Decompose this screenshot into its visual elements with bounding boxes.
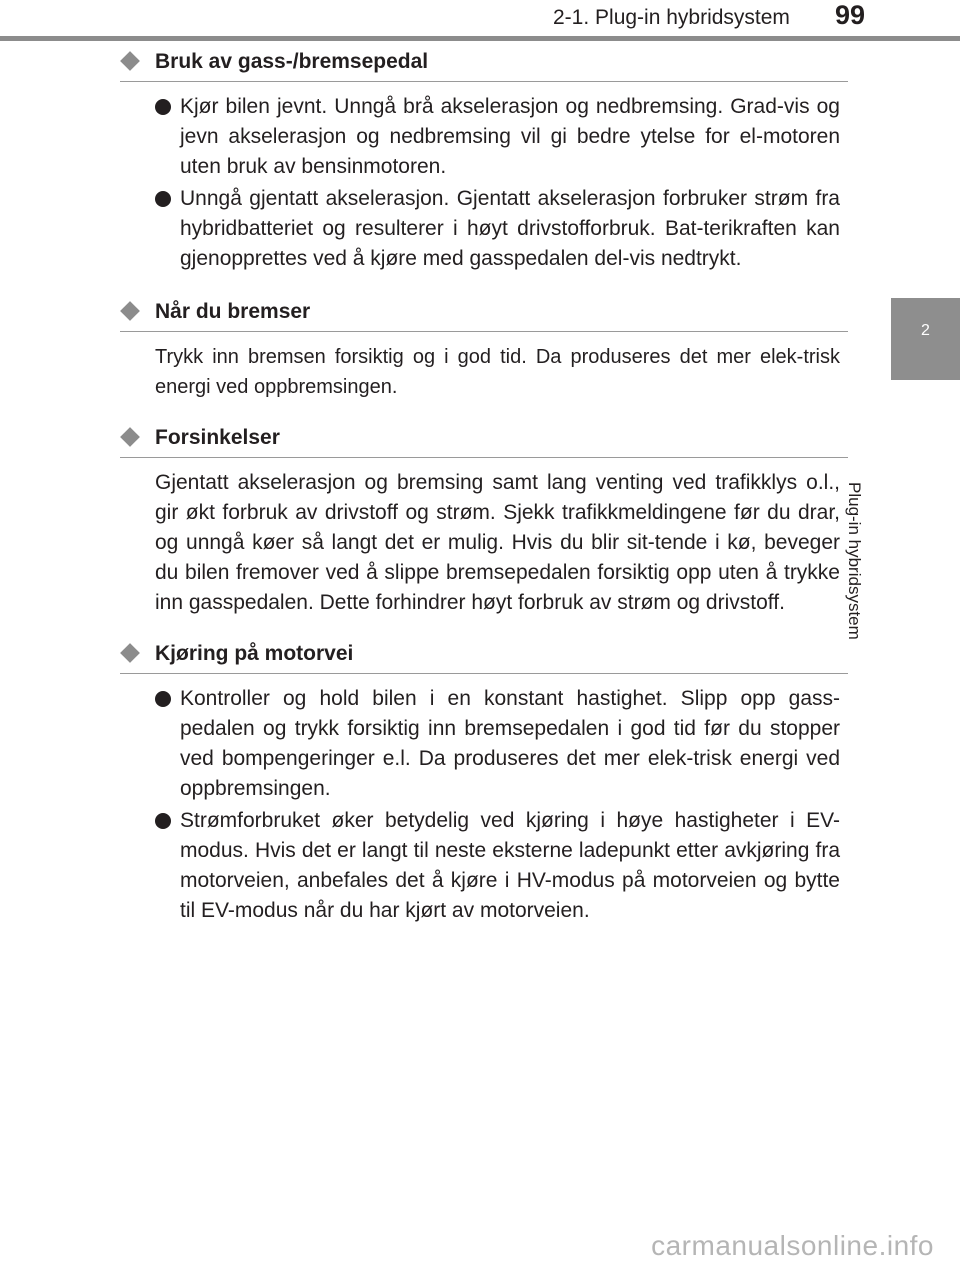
- bullet-list: [120, 684, 848, 926]
- bullet-dot-icon: [155, 191, 171, 207]
- section-title: 2-1. Plug-in hybridsystem: [553, 6, 790, 29]
- list-item: Unngå gjentatt akselerasjon. Gjentatt akselerasjon forbruker strøm fra hybridbatteriet og resulterer i høyt drivstofforbruk. Bat-terikraften kan gjenopprettes ved å kjøre med gasspedalen del-vis nedtrykt.: [120, 184, 848, 274]
- section-paragraph: Gjentatt akselerasjon og bremsing samt lang venting ved trafikklys o.l., gir økt forbruk av drivstoff og strøm. Sjekk trafikkmeldingene før du drar, og unngå køer så langt det er mulig. Hvis du blir sit-tende i kø, beveger du bilen fremover ved å slippe bremsepedalen forsiktig opp uten å trykke inn gasspedalen. Dette forhindrer høyt forbruk av strøm og drivstoff.: [155, 471, 840, 614]
- section-heading: Når du bremser: [120, 292, 848, 332]
- header-rule: [0, 36, 960, 41]
- diamond-icon: [120, 51, 140, 71]
- list-item: Kontroller og hold bilen i en konstant hastighet. Slipp opp gass-pedalen og trykk forsiktig inn bremsepedalen i god tid før du stopper ved bompengeringer e.l. Da produseres det mer elek-trisk energi ved oppbremsingen.: [120, 684, 848, 804]
- diamond-icon: [120, 643, 140, 663]
- list-item: Strømforbruket øker betydelig ved kjøring i høye hastigheter i EV-modus. Hvis det er langt til neste eksterne ladepunkt etter avkjøring fra motorveien, anbefales det å kjøre i HV-modus på motorveien og bytte til EV-modus når du har kjørt av motorveien.: [120, 806, 848, 926]
- diamond-icon: [120, 427, 140, 447]
- bullet-dot-icon: [155, 99, 171, 115]
- section-heading: Bruk av gass-/bremsepedal: [120, 42, 848, 82]
- section-delays: [120, 418, 848, 618]
- chapter-number: 2: [921, 322, 930, 339]
- bullet-dot-icon: [155, 691, 171, 707]
- bullet-list: [120, 92, 848, 274]
- section-pedal-use: [120, 42, 848, 274]
- list-item: Kjør bilen jevnt. Unngå brå akselerasjon og nedbremsing. Grad-vis og jevn akselerasjon og nedbremsing vil gi bedre ytelse for el-motoren uten bruk av bensinmotoren.: [120, 92, 848, 182]
- page-number: 99: [834, 0, 866, 30]
- bullet-dot-icon: [155, 813, 171, 829]
- section-heading: Forsinkelser: [120, 418, 848, 458]
- chapter-label: Plug-in hybridsystem: [845, 482, 864, 640]
- watermark: carmanualsonline.info: [651, 1230, 934, 1261]
- section-paragraph: Trykk inn bremsen forsiktig og i god tid. Da produseres det mer elek-trisk energi ved oppbremsingen.: [155, 346, 840, 398]
- section-highway: [120, 634, 848, 926]
- chapter-tab: [891, 298, 960, 380]
- page-content: [120, 42, 848, 928]
- section-heading: Kjøring på motorvei: [120, 634, 848, 674]
- section-braking: [120, 292, 848, 402]
- diamond-icon: [120, 301, 140, 321]
